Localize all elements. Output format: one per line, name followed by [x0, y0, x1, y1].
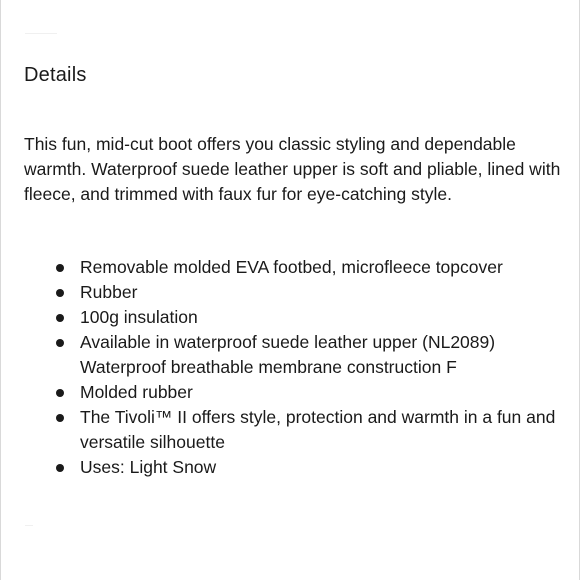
list-item [24, 380, 564, 405]
top-divider [25, 33, 57, 34]
list-item [24, 280, 564, 305]
bullet-icon [56, 414, 64, 422]
bullet-icon [56, 314, 64, 322]
bullet-icon [56, 339, 64, 347]
bullet-icon [56, 264, 64, 272]
feature-text: Molded rubber [80, 382, 193, 402]
feature-list [24, 255, 564, 480]
feature-text: 100g insulation [80, 307, 198, 327]
product-description: This fun, mid-cut boot offers you classic styling and dependable warmth. Waterproof suede leather upper is soft and pliable, lined with fleece, and trimmed with faux fur for eye-catching style. [24, 134, 561, 204]
list-item [24, 330, 564, 380]
list-item [24, 255, 564, 280]
feature-text: Removable molded EVA footbed, microfleece topcover [80, 257, 503, 277]
feature-text: Rubber [80, 282, 138, 302]
bullet-icon [56, 464, 64, 472]
feature-text: Available in waterproof suede leather upper (NL2089) Waterproof breathable membrane construction F [80, 332, 496, 377]
list-item [24, 405, 564, 455]
feature-text: Uses: Light Snow [80, 457, 217, 477]
details-heading: Details [24, 64, 87, 86]
bottom-divider [25, 525, 33, 526]
bullet-icon [56, 389, 64, 397]
feature-text: The Tivoli™ II offers style, protection and warmth in a fun and versatile silhouette [80, 407, 556, 452]
list-item [24, 455, 564, 480]
list-item [24, 305, 564, 330]
bullet-icon [56, 289, 64, 297]
